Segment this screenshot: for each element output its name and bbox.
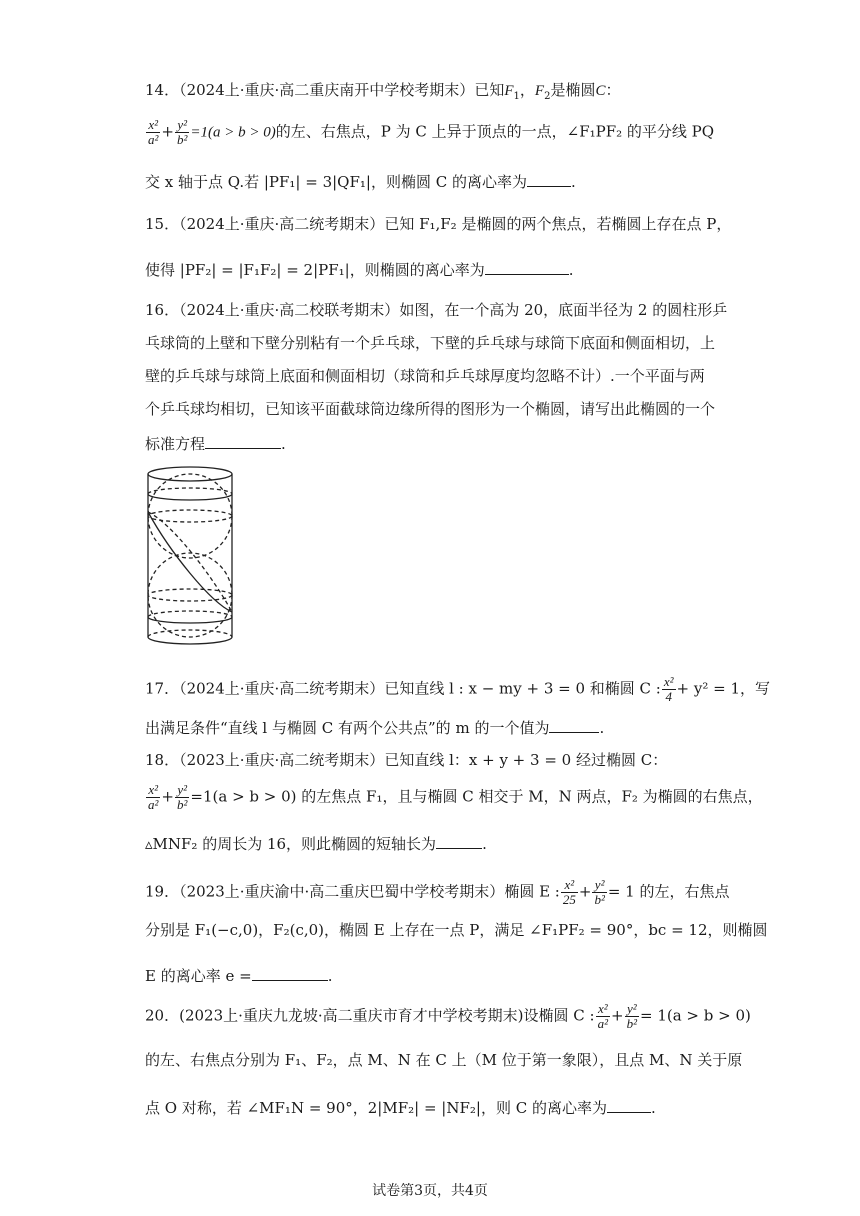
q16-line4 [145, 399, 715, 419]
q19-line3-text: E 的离心率 e = [145, 967, 252, 985]
q16-line3-text: 壁的乒乓球与球筒上底面和侧面相切（球筒和乒乓球厚度均忽略不计）.一个平面与两 [145, 367, 705, 385]
q17-number: 17． [145, 679, 180, 698]
q20-line3 [145, 1096, 656, 1118]
q16-line1-text: 如图，在一个高为 20，底面半径为 2 的圆柱形乒 [399, 301, 728, 319]
frac-den: 25 [562, 892, 576, 907]
q14-text-end: 是椭圆 [550, 81, 596, 99]
q18-line2-text: =1(a > b > 0) 的左焦点 F₁，且与椭圆 C 相交于 M，N 两点，F₂ 为椭圆的右焦点， [190, 787, 763, 806]
q15-line1 [145, 214, 731, 234]
q15-line2-end: . [568, 261, 574, 279]
q16-number: 16． [145, 301, 180, 319]
page-footer: 试卷第3页，共4页 [372, 1183, 488, 1199]
q19-line2 [145, 920, 768, 940]
q20-line1: 20．(2023上·重庆九龙坡·高二重庆市育才中学校考期末)设椭圆 C : $\frac{\text{x²}}{\text{a²}}$ + $\frac{\text{y²}}{\text{b²}}$ = 1(a > b > 0) [145, 1001, 751, 1031]
q17-line2-text: 出满足条件“直线 l 与椭圆 C 有两个公共点”的 m 的一个值为 [145, 719, 550, 737]
q18-line3 [145, 832, 487, 854]
q17-line1 [145, 675, 770, 704]
q14-f1: F [504, 83, 514, 99]
q20-frac-y [625, 1002, 639, 1031]
q14-line3-end: . [570, 173, 576, 191]
section-ellipse-front [148, 512, 232, 612]
q16-line5-text: 标准方程 [145, 435, 206, 453]
q19-line1: 19．（2023上·重庆渝中·高二重庆巴蜀中学校考期末）椭圆 E : $\frac{\text{x²}}{25}$ + $\frac{\text{y²}}{\text{b²}}$ = 1 的左，右焦点 [145, 877, 730, 907]
q14-frac-x [146, 118, 160, 147]
q17-line1-end: + y² = 1，写 [676, 679, 771, 698]
q18-line1-text: 已知直线 l：x + y + 3 = 0 经过椭圆 C： [384, 751, 668, 769]
q14-line2: $\frac{\text{x²}}{\text{a²}}$ + $\frac{\text{y²}}{\text{b²}}$ =1(a > b > 0)的左、右焦点，P 为 C 上异于顶点的一点，∠F₁PF₂ 的平分线 PQ [148, 117, 715, 147]
q17-line2-end: . [599, 719, 605, 737]
upper-ring-back [148, 488, 232, 494]
q16-line2-text: 乓球筒的上壁和下壁分别粘有一个乒乓球，下壁的乒乓球与球筒下底面和侧面相切，上 [145, 334, 716, 352]
q14-number: 14． [145, 81, 180, 99]
q15-line2-text: 使得 |PF₂| = |F₁F₂| = 2|PF₁|，则椭圆的离心率为 [145, 261, 485, 279]
q19-frac-x [561, 878, 578, 907]
q20-answer-blank[interactable] [607, 1096, 651, 1113]
q16-line1 [145, 300, 727, 320]
q15-line2 [145, 258, 574, 280]
q20-line3-end: . [650, 1099, 656, 1117]
q16-line5-end: . [281, 435, 286, 453]
frac-num: x² [146, 783, 160, 798]
q17-line2 [145, 716, 604, 738]
frac-num: x² [596, 1002, 610, 1017]
lower-ring-back [148, 611, 232, 617]
q14-f2: F [534, 83, 545, 99]
frac-den: a² [148, 797, 159, 812]
q17-line1-text: 已知直线 l : x − my + 3 = 0 和椭圆 C : [384, 679, 661, 698]
q14-line3 [145, 170, 576, 192]
frac-den: b² [176, 132, 188, 147]
frac-den: b² [594, 892, 605, 907]
q14-line3-text: 交 x 轴于点 Q.若 |PF₁| = 3|QF₁|，则椭圆 C 的离心率为 [145, 173, 527, 191]
q19-frac-y [592, 878, 606, 907]
q15-source: （2024上·重庆·高二统考期末） [179, 215, 385, 233]
q19-answer-blank[interactable] [252, 964, 328, 981]
q15-line1-text: 已知 F₁,F₂ 是椭圆的两个焦点，若椭圆上存在点 P， [384, 215, 732, 233]
q14-source: （2024上·重庆·高二重庆南开中学校考期末） [179, 81, 475, 99]
q19-line1-text: 椭圆 E : [504, 882, 560, 901]
q20-source: (2023上·重庆九龙坡·高二重庆市育才中学校考期末) [179, 1006, 524, 1025]
q14-f1-sub: 1 [513, 91, 520, 102]
lower-ring-front [148, 617, 232, 623]
upper-ring-front [148, 494, 232, 500]
q18-frac-y [175, 783, 189, 812]
q14-answer-blank[interactable] [527, 170, 571, 187]
q17-frac [662, 675, 676, 704]
q14-line2-text: 的左、右焦点，P 为 C 上异于顶点的一点，∠F₁PF₂ 的平分线 PQ [275, 122, 715, 141]
frac-num: x² [146, 118, 160, 133]
q19-source: （2023上·重庆渝中·高二重庆巴蜀中学校考期末） [179, 882, 505, 901]
q18-line2: $\frac{\text{x²}}{\text{a²}}$ + $\frac{\text{y²}}{\text{b²}}$ =1(a > b > 0) 的左焦点 F₁，且与椭圆 C 相交于 M，N 两点，F₂ 为椭圆的右焦点， [148, 782, 763, 812]
q15-number: 15． [145, 215, 180, 233]
q14-f2-sub: 2 [544, 91, 551, 102]
q18-source: （2023上·重庆·高二统考期末） [179, 751, 385, 769]
q18-line1 [145, 750, 667, 770]
q15-answer-blank[interactable] [485, 258, 569, 275]
frac-num: y² [592, 878, 606, 893]
q14-c: C [595, 83, 606, 99]
q14-text: 已知 [474, 81, 505, 99]
q16-line3 [145, 366, 705, 386]
frac-den: a² [597, 1016, 608, 1031]
q14-frac-y [175, 118, 189, 147]
lower-ball [148, 553, 232, 637]
q18-line3-end: . [482, 835, 487, 853]
q20-line2 [145, 1050, 742, 1070]
q19-line3 [145, 964, 332, 986]
q14-comma: ， [519, 81, 535, 99]
cylinder-bottom-back [148, 630, 232, 637]
q16-line2 [145, 333, 715, 353]
frac-num: y² [625, 1002, 639, 1017]
q16-line5 [145, 432, 286, 454]
frac-num: x² [561, 878, 578, 893]
q17-source: （2024上·重庆·高二统考期末） [179, 679, 385, 698]
q14-eq: =1(a > b > 0) [190, 124, 276, 141]
upper-ball [148, 474, 232, 558]
frac-num: y² [175, 783, 189, 798]
q16-line4-text: 个乒乓球均相切，已知该平面截球筒边缘所得的图形为一个椭圆，请写出此椭圆的一个 [145, 400, 716, 418]
q16-answer-blank[interactable] [205, 432, 281, 449]
cylinder-bottom-front [148, 637, 232, 644]
q19-line2-text: 分别是 F₁(−c,0)，F₂(c,0)，椭圆 E 上存在一点 P，满足 ∠F₁PF₂ = 90°，bc = 12，则椭圆 [145, 921, 768, 939]
q17-answer-blank[interactable] [549, 716, 599, 733]
q20-line1-end: = 1(a > b > 0) [639, 1006, 751, 1025]
q20-line3-text: 点 O 对称，若 ∠MF₁N = 90°，2|MF₂| = |NF₂|，则 C 的离心率为 [145, 1099, 607, 1117]
q20-number: 20． [145, 1006, 180, 1025]
frac-den: a² [148, 132, 159, 147]
frac-num: x² [663, 674, 674, 689]
cylinder-figure [140, 462, 240, 652]
q19-line1-end: = 1 的左，右焦点 [607, 882, 730, 901]
frac-den: b² [626, 1016, 637, 1031]
frac-den: b² [176, 797, 188, 812]
q20-frac-x [596, 1002, 610, 1031]
q18-frac-x [146, 783, 160, 812]
q18-line3-text: ▵MNF₂ 的周长为 16，则此椭圆的短轴长为 [145, 835, 437, 853]
q18-number: 18． [145, 751, 180, 769]
q20-line1-text: 设椭圆 C : [523, 1006, 595, 1025]
section-ellipse-back [148, 512, 232, 612]
q19-line3-end: . [327, 967, 333, 985]
q14-colon: ： [605, 81, 621, 99]
frac-num: y² [175, 118, 189, 133]
q18-answer-blank[interactable] [436, 832, 482, 849]
frac-den: 4 [665, 689, 672, 704]
q16-source: （2024上·重庆·高二校联考期末） [179, 301, 400, 319]
q20-line2-text: 的左、右焦点分别为 F₁、F₂，点 M、N 在 C 上（M 位于第一象限），且点 M、N 关于原 [145, 1051, 743, 1069]
q14-line1 [145, 80, 620, 107]
q19-number: 19． [145, 882, 180, 901]
